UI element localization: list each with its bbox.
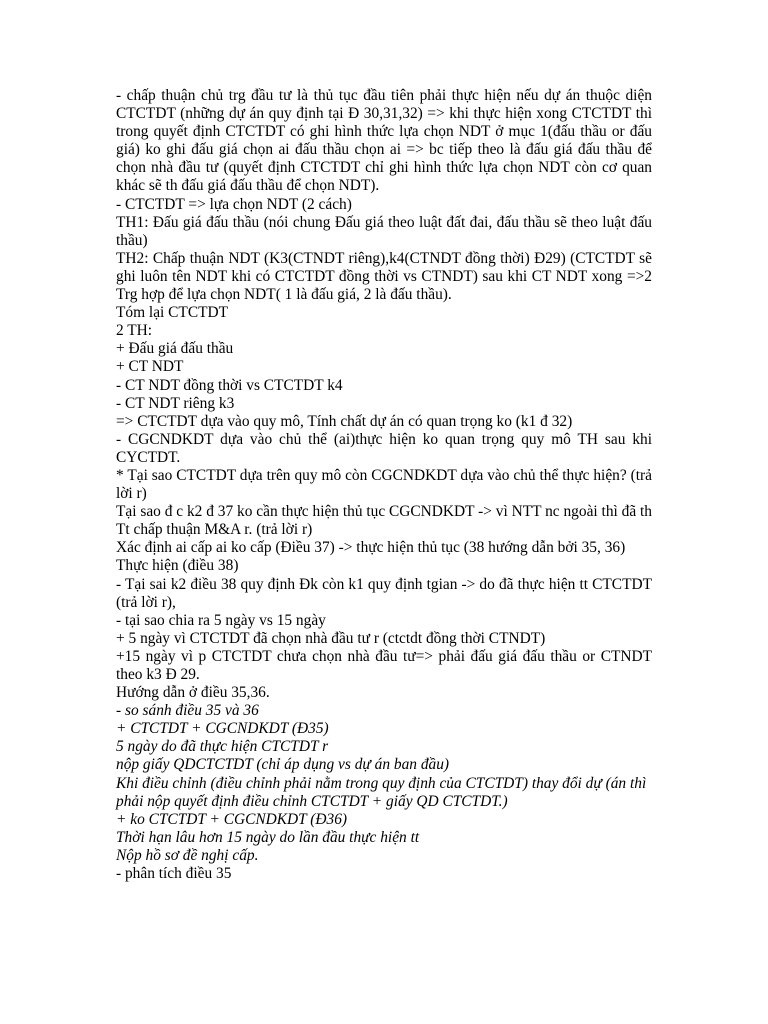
paragraph-cgcndkdt-basis: - CGCNDKDT dựa vào chủ thể (ai)thực hiện ko quan trọng quy mô TH sau khi CYCTDT. <box>116 430 652 466</box>
paragraph-case-1: TH1: Đấu giá đấu thầu (nói chung Đấu giá theo luật đất đai, đấu thầu sẽ theo luật đấu thầu) <box>116 213 652 249</box>
list-item-15-days: +15 ngày vì p CTCTDT chưa chọn nhà đầu tư=> phải đấu giá đấu thầu or CTNDT theo k3 Đ 29. <box>116 647 652 683</box>
paragraph-compare-35-36: - so sánh điều 35 và 36 <box>116 702 259 720</box>
list-item-separate: - CT NDT riêng k3 <box>116 394 235 412</box>
paragraph-5-vs-15-days: - tại sao chia ra 5 ngày vs 15 ngày <box>116 611 326 629</box>
list-item-auction-bidding: + Đấu giá đấu thầu <box>116 340 234 358</box>
paragraph-two-cases: 2 TH: <box>116 322 153 340</box>
paragraph-submit-decision: nộp giấy QDCTCTDT (chỉ áp dụng vs dự án ban đầu) <box>116 756 450 774</box>
paragraph-article-38: Thực hiện (điều 38) <box>116 557 239 575</box>
paragraph-k2-article-38: - Tại sai k2 điều 38 quy định Đk còn k1 quy định tgian -> do đã thực hiện tt CTCTDT (trả lời r), <box>116 575 652 611</box>
paragraph-scale-basis: => CTCTDT dựa vào quy mô, Tính chất dự án có quan trọng ko (k1 đ 32) <box>116 412 573 430</box>
paragraph-submit-dossier: Nộp hồ sơ đề nghị cấp. <box>116 846 259 864</box>
document-page <box>116 87 652 883</box>
paragraph-15-days-reason: Thời hạn lâu hơn 15 ngày do lần đầu thực hiện tt <box>116 828 420 846</box>
paragraph-article-37: Tại sao đ c k2 đ 37 ko cần thực hiện thủ tục CGCNDKDT -> vì NTT nc ngoài thì đã th Tt chấp thuận M&A r. (trả lời r) <box>116 503 652 539</box>
list-item-5-days: + 5 ngày vì CTCTDT đã chọn nhà đầu tư r (ctctdt đồng thời CTNDT) <box>116 629 546 647</box>
paragraph-question-why: * Tại sao CTCTDT dựa trên quy mô còn CGCNDKDT dựa vào chủ thể thực hiện? (trả lời r) <box>116 466 652 503</box>
paragraph-case-2: TH2: Chấp thuận NDT (K3(CTNDT riêng),k4(CTNDT đồng thời) Đ29) (CTCTDT sẽ ghi luôn tên NDT khi có CTCTDT đồng thời vs CTNDT) sau khi CT NDT xong =>2 Trg hợp để lựa chọn NDT( 1 là đấu giá, 2 là đấu thầu). <box>116 249 652 304</box>
paragraph-approval-procedure: - chấp thuận chủ trg đầu tư là thủ tục đầu tiên phải thực hiện nếu dự án thuộc diện CTCTDT (những dự án quy định tại Đ 30,31,32) => khi thực hiện xong CTCTDT thì trong quyết định CTCTDT có ghi hình thức lựa chọn NDT ở mục 1(đấu thầu or đấu giá) ko ghi đấu giá chọn ai đấu thầu chọn ai => bc tiếp theo là đấu giá đấu thầu để chọn nhà đầu tư (quyết định CTCTDT chỉ ghi hình thức lựa chọn NDT còn cơ quan khác sẽ th đấu giá đấu thầu để chọn NDT). <box>116 87 652 195</box>
paragraph-summary-heading: Tóm lại CTCTDT <box>116 304 228 322</box>
list-item-simultaneous: - CT NDT đồng thời vs CTCTDT k4 <box>116 376 343 394</box>
paragraph-investor-selection: - CTCTDT => lựa chọn NDT (2 cách) <box>116 195 352 213</box>
list-item-article-36: + ko CTCTDT + CGCNDKDT (Đ36) <box>116 810 348 828</box>
paragraph-analyze-35: - phân tích điều 35 <box>116 865 232 883</box>
list-item-ct-ndt: + CT NDT <box>116 358 184 376</box>
paragraph-who-grants: Xác định ai cấp ai ko cấp (Điều 37) -> thực hiện thủ tục (38 hướng dẫn bởi 35, 36) <box>116 539 626 557</box>
list-item-article-35: + CTCTDT + CGCNDKDT (Đ35) <box>116 720 329 738</box>
paragraph-adjustment: Khi điều chỉnh (điều chỉnh phải nằm trong quy định của CTCTDT) thay đổi dự (án thì phải nộp quyết định điều chỉnh CTCTDT + giấy QD CTCTDT.) <box>116 774 647 810</box>
paragraph-guidance: Hướng dẫn ở điều 35,36. <box>116 684 270 702</box>
paragraph-5-days-reason: 5 ngày do đã thực hiện CTCTDT r <box>116 738 329 756</box>
